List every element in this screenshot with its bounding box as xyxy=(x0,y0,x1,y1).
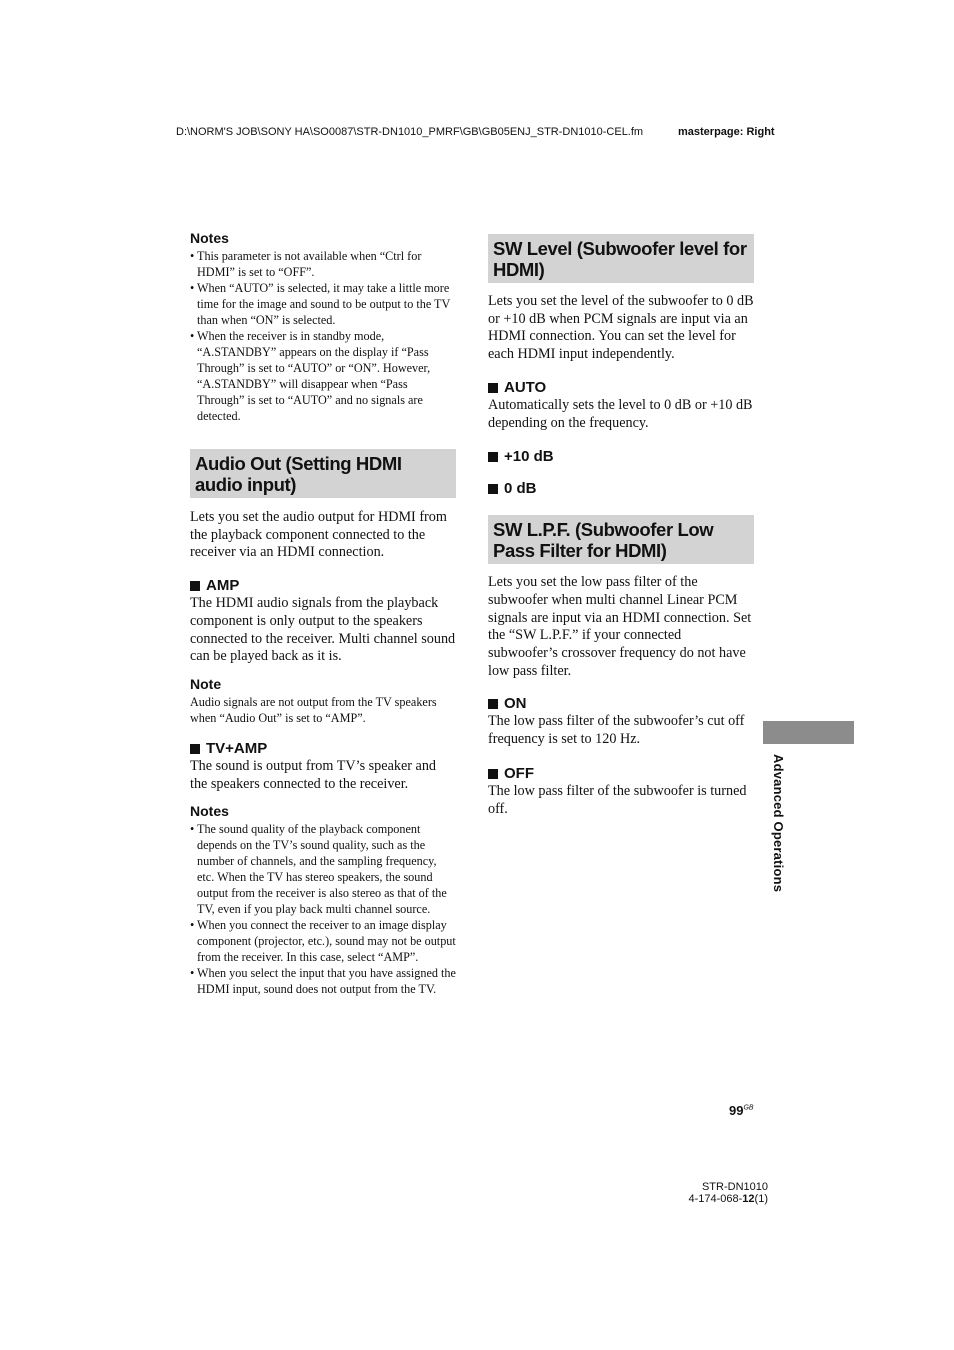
option-amp-text: The HDMI audio signals from the playback component is only output to the speakers connected to the receiver. Multi channel sound can be played back as it is. xyxy=(190,595,456,665)
page-number-suffix: GB xyxy=(743,1104,754,1112)
option-tv-amp-text: The sound is output from TV’s speaker and the speakers connected to the receiver. xyxy=(190,757,437,792)
footer-code-bold: 12 xyxy=(742,1193,755,1205)
option-tv-amp-heading xyxy=(190,740,456,758)
option-plus10-heading xyxy=(488,448,754,466)
option-auto-label: AUTO xyxy=(504,378,547,396)
notes-top xyxy=(190,230,456,424)
footer-code-suffix: (1) xyxy=(754,1193,768,1205)
notes-top-title: Notes xyxy=(190,230,229,246)
footer-model: STR-DN1010 xyxy=(701,1181,768,1193)
option-on-heading xyxy=(488,695,754,713)
notes-bottom-item: • When you connect the receiver to an image display component (projector, etc.), sound may not be output from the receiver. In this case, select “AMP”. xyxy=(190,917,456,965)
sw-lpf-heading: SW L.P.F. (Subwoofer Low Pass Filter for HDMI) xyxy=(488,515,754,564)
notes-top-item: • This parameter is not available when “Ctrl for HDMI” is set to “OFF”. xyxy=(190,248,456,280)
right-column xyxy=(488,228,754,818)
notes-bottom-item: • The sound quality of the playback component depends on the TV’s sound quality, such as the number of channels, and the sampling frequency, etc. When the TV has stereo speakers, the sound output from the receiver is also stereo as that of the TV, even if you play back multi channel source. xyxy=(190,821,456,917)
option-zero-label: 0 dB xyxy=(504,480,537,498)
left-column xyxy=(190,228,456,997)
page-number xyxy=(729,1103,754,1118)
note-text: Audio signals are not output from the TV speakers when “Audio Out” is set to “AMP”. xyxy=(190,694,437,725)
header-masterpage: masterpage: Right xyxy=(678,126,775,138)
sw-level-heading: SW Level (Subwoofer level for HDMI) xyxy=(488,234,754,283)
option-on-label: ON xyxy=(504,695,527,713)
option-off-text: The low pass filter of the subwoofer is turned off. xyxy=(488,782,747,817)
option-on-text: The low pass filter of the subwoofer’s cut off frequency is set to 120 Hz. xyxy=(488,713,745,748)
page-number-value: 99 xyxy=(729,1103,744,1118)
notes-top-item: • When “AUTO” is selected, it may take a little more time for the image and sound to be output to the TV than when “ON” is selected. xyxy=(190,280,456,328)
sw-lpf-intro: Lets you set the low pass filter of the subwoofer when multi channel Linear PCM signals are input via an HDMI connection. Set the “SW L.P.F.” if your connected subwoofer’s crossover frequency do not have low pass filter. xyxy=(488,574,752,679)
option-plus10-label: +10 dB xyxy=(504,448,554,466)
note-title: Note xyxy=(190,675,222,692)
option-amp-heading xyxy=(190,577,456,595)
option-amp-label: AMP xyxy=(206,577,240,595)
footer-code xyxy=(660,1193,768,1205)
option-off-heading xyxy=(488,765,754,783)
square-bullet-icon xyxy=(488,383,498,393)
option-off-label: OFF xyxy=(504,764,534,782)
notes-top-item: • When the receiver is in standby mode, “A.STANDBY” appears on the display if “Pass Through” is set to “AUTO” or “ON”. However, “A.STANDBY” will disappear when “Pass Through” is set to “AUTO” and no signals are detected. xyxy=(190,328,456,424)
option-auto-text: Automatically sets the level to 0 dB or +10 dB depending on the frequency. xyxy=(488,396,753,431)
section-tab-marker xyxy=(763,721,854,744)
square-bullet-icon xyxy=(488,452,498,462)
square-bullet-icon xyxy=(488,699,498,709)
sw-level-intro: Lets you set the level of the subwoofer to 0 dB or +10 dB when PCM signals are input via an HDMI connection. You can set the level for each HDMI input independently. xyxy=(488,293,754,363)
notes-bottom-title: Notes xyxy=(190,803,229,820)
notes-top-list xyxy=(190,248,456,424)
footer-code-prefix: 4-174-068- xyxy=(688,1193,743,1205)
footer-model-info xyxy=(660,1181,768,1205)
notes-bottom-item: • When you select the input that you have assigned the HDMI input, sound does not output from the TV. xyxy=(190,965,456,997)
square-bullet-icon xyxy=(190,581,200,591)
audio-out-intro: Lets you set the audio output for HDMI from the playback component connected to the receiver via an HDMI connection. xyxy=(190,509,447,561)
section-tab-label: Advanced Operations xyxy=(771,754,786,893)
option-auto-heading xyxy=(488,379,754,397)
square-bullet-icon xyxy=(488,484,498,494)
audio-out-heading: Audio Out (Setting HDMI audio input) xyxy=(190,449,456,498)
notes-bottom-list xyxy=(190,821,456,997)
header-file-path: D:\NORM'S JOB\SONY HA\SO0087\STR-DN1010_PMRF\GB\GB05ENJ_STR-DN1010-CEL.fm xyxy=(176,126,644,138)
square-bullet-icon xyxy=(190,744,200,754)
square-bullet-icon xyxy=(488,769,498,779)
option-tv-amp-label: TV+AMP xyxy=(206,739,268,757)
option-zero-heading xyxy=(488,480,754,498)
